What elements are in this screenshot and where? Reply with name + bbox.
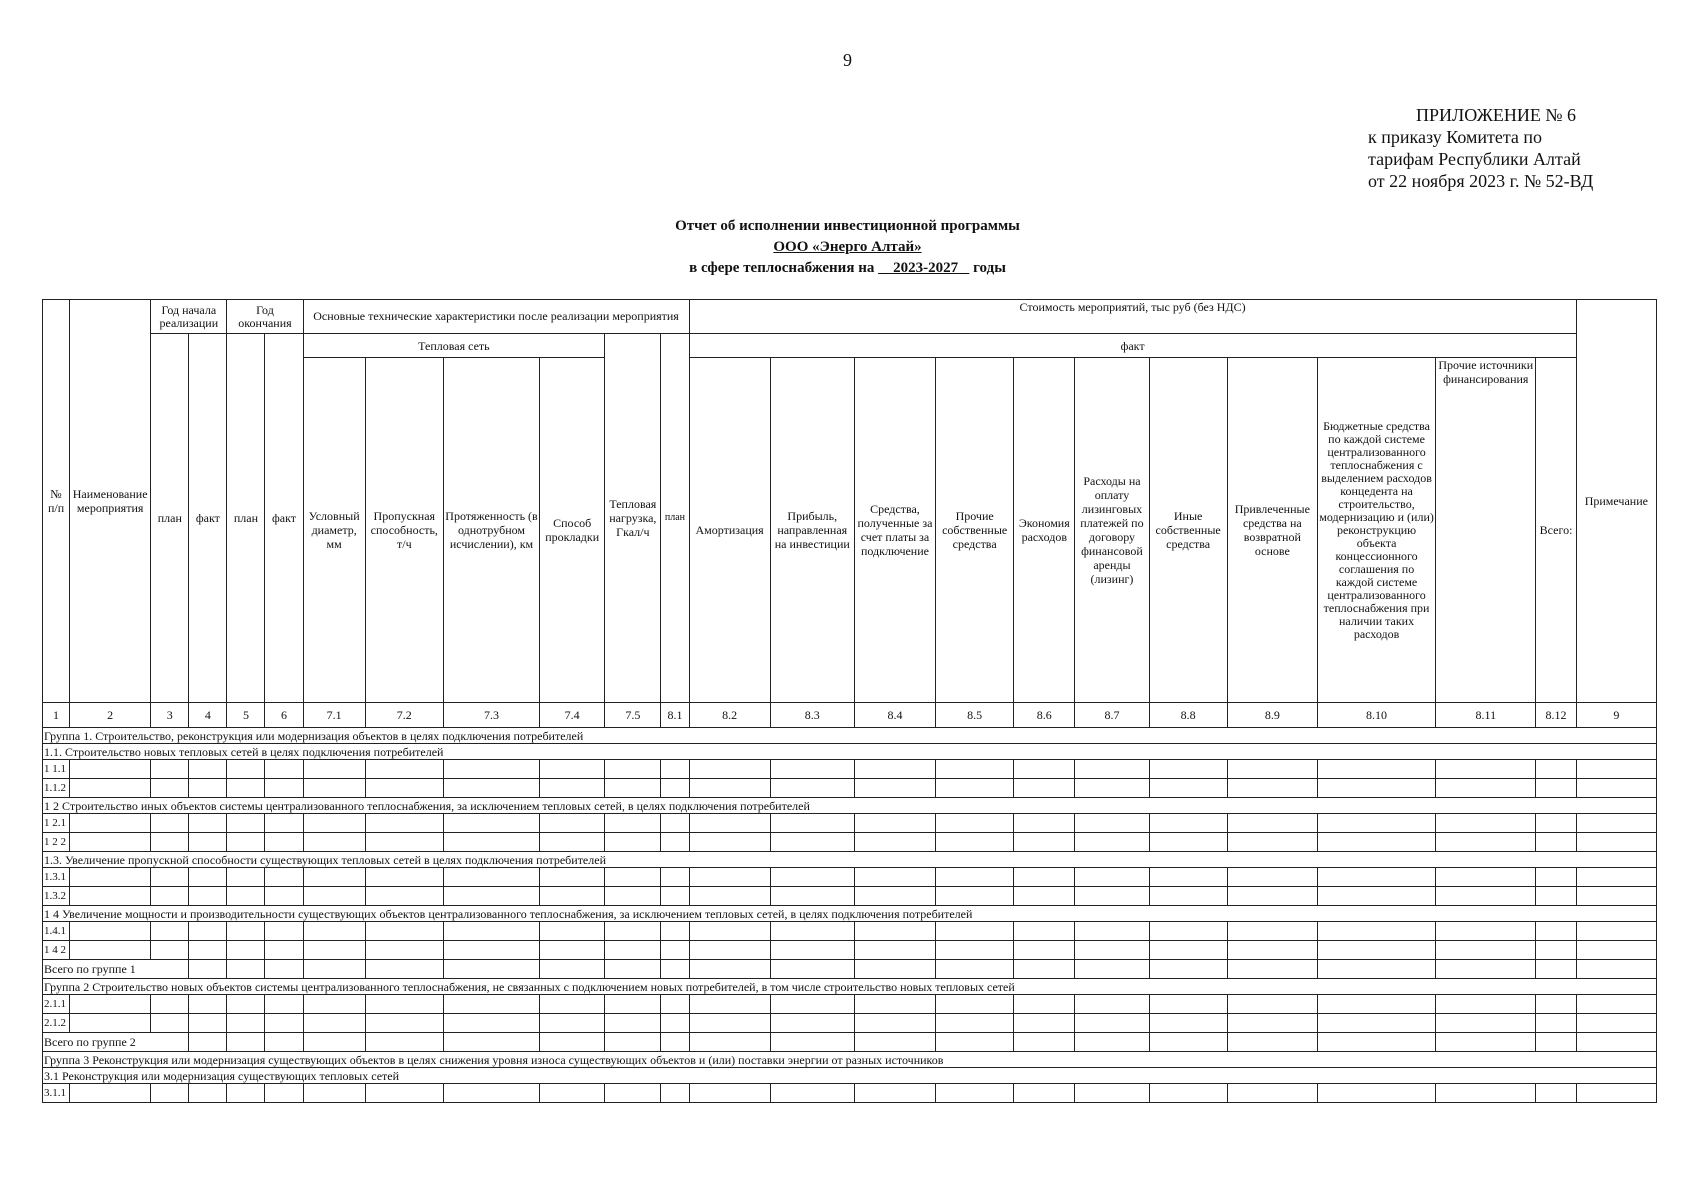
col-header-capacity: Пропускная способность, т/ч [365,358,443,703]
col-header-cost-fact: факт [689,334,1576,358]
row-number: 1 2 2 [43,833,70,852]
table-row [43,1084,1657,1103]
group-1-total-row [43,960,1657,979]
col-header-note: Примечание [1576,300,1656,703]
col-header-heat-load: Тепловая нагрузка, Гкал/ч [605,334,661,703]
col-header-amortization: Амортизация [689,358,770,703]
col-header-savings: Экономия расходов [1014,358,1075,703]
row-number: 1.4.1 [43,922,70,941]
column-number: 8.2 [689,703,770,728]
report-title-line: Отчет об исполнении инвестиционной программы [675,218,1020,234]
investment-report-table [42,299,1657,1103]
row-number: 1.3.2 [43,887,70,906]
column-number: 8.10 [1317,703,1435,728]
row-number: 1 4 2 [43,941,70,960]
column-number: 7.3 [443,703,539,728]
col-header-leasing: Расходы на оплату лизинговых платежей по договору финансовой аренды (лизинг) [1075,358,1149,703]
subgroup-1-1-heading: 1.1. Строительство новых тепловых сетей в целях подключения потребителей [43,744,1657,760]
group-3-heading: Группа 3 Реконструкция или модернизация существующих объектов в целях снижения уровня износа существующих объектов и (или) поставки энергии от разных источников [43,1052,1657,1068]
row-number: 1.3.1 [43,868,70,887]
col-header-end-year: Год окончания [227,300,303,334]
col-header-other-own: Иные собственные средства [1149,358,1227,703]
table-row [43,814,1657,833]
page-number: 9 [843,50,852,70]
period-prefix: в сфере теплоснабжения на [689,260,875,276]
column-number: 8.4 [854,703,935,728]
col-header-profit: Прибыль, направленная на инвестиции [770,358,854,703]
col-header-end-plan: план [227,334,265,703]
column-number: 3 [151,703,189,728]
row-number: 3.1.1 [43,1084,70,1103]
row-number: 1 2.1 [43,814,70,833]
col-header-start-year: Год начала реализации [151,300,227,334]
group-1-total-label: Всего по группе 1 [43,960,189,979]
row-number: 2.1.2 [43,1014,70,1033]
column-number: 8.12 [1536,703,1576,728]
table-row [43,941,1657,960]
appendix-block [1368,104,1593,192]
col-header-other-sources: Прочие источники финансирования [1436,358,1536,703]
column-number: 8.7 [1075,703,1149,728]
appendix-title: ПРИЛОЖЕНИЕ № 6 [1416,105,1577,125]
table-row [43,887,1657,906]
column-number: 8.6 [1014,703,1075,728]
column-number: 4 [189,703,227,728]
column-number: 6 [265,703,303,728]
column-number: 7.1 [303,703,365,728]
table-row [43,995,1657,1014]
period-suffix: годы [973,260,1006,276]
col-header-end-fact: факт [265,334,303,703]
table-row [43,779,1657,798]
col-header-own-funds: Прочие собственные средства [936,358,1014,703]
column-number: 7.5 [605,703,661,728]
column-number: 8.3 [770,703,854,728]
column-number: 5 [227,703,265,728]
col-header-tech: Основные технические характеристики после реализации мероприятия [303,300,689,334]
row-number: 1 1.1 [43,760,70,779]
col-header-budget: Бюджетные средства по каждой системе централизованного теплоснабжения с выделением расходов концедента на строительство, модернизацию и (или) реконструкцию объекта концессионного соглашения по каждой системе централизованного теплоснабжения при наличии таких расходов [1317,358,1435,703]
column-number: 2 [70,703,151,728]
col-header-heat-network: Тепловая сеть [303,334,605,358]
column-number: 7.4 [540,703,605,728]
column-number: 8.1 [661,703,689,728]
subgroup-3-1-heading: 3.1 Реконструкция или модернизация существующих тепловых сетей [43,1068,1657,1084]
table-row [43,1014,1657,1033]
col-header-start-fact: факт [189,334,227,703]
col-header-diameter: Условный диаметр, мм [303,358,365,703]
period-years: 2023-2027 [893,260,959,276]
col-header-total: Всего: [1536,358,1576,703]
table-row [43,868,1657,887]
table-row [43,922,1657,941]
col-header-connection-fees: Средства, полученные за счет платы за подключение [854,358,935,703]
column-number: 7.2 [365,703,443,728]
column-number: 8.5 [936,703,1014,728]
column-number: 8.9 [1227,703,1317,728]
col-header-borrowed: Привлеченные средства на возвратной основе [1227,358,1317,703]
column-number: 9 [1576,703,1656,728]
table-row [43,833,1657,852]
row-number: 2.1.1 [43,995,70,1014]
column-number-row [43,703,1657,728]
report-title [0,216,1695,279]
col-header-laying: Способ прокладки [540,358,605,703]
subgroup-1-3-heading: 1.3. Увеличение пропускной способности существующих тепловых сетей в целях подключения потребителей [43,852,1657,868]
group-1-heading: Группа 1. Строительство, реконструкция или модернизация объектов в целях подключения потребителей [43,728,1657,744]
group-2-total-label: Всего по группе 2 [43,1033,189,1052]
column-number: 1 [43,703,70,728]
column-number: 8.11 [1436,703,1536,728]
organization-name: ООО «Энерго Алтай» [773,239,922,255]
report-period-line [0,258,1695,279]
col-header-cost: Стоимость мероприятий, тыс руб (без НДС) [689,300,1576,334]
row-number: 1.1.2 [43,779,70,798]
group-2-heading: Группа 2 Строительство новых объектов системы централизованного теплоснабжения, не связанных с подключением новых потребителей, в том числе строительство новых тепловых сетей [43,979,1657,995]
col-header-length: Протяженность (в однотрубном исчислении), км [443,358,539,703]
subgroup-1-2-heading: 1 2 Строительство иных объектов системы централизованного теплоснабжения, за исключением тепловых сетей, в целях подключения потребителей [43,798,1657,814]
subgroup-1-4-heading: 1 4 Увеличение мощности и производительности существующих объектов централизованного теплоснабжения, за исключением тепловых сетей, в целях подключения потребителей [43,906,1657,922]
col-header-number: № п/п [43,300,70,703]
appendix-line: к приказу Комитета по [1368,127,1543,147]
group-2-total-row [43,1033,1657,1052]
column-number: 8.8 [1149,703,1227,728]
col-header-cost-plan: план [661,334,689,703]
appendix-line: тарифам Республики Алтай [1368,149,1581,169]
table-row [43,760,1657,779]
appendix-line: от 22 ноября 2023 г. № 52-ВД [1368,171,1594,191]
col-header-name: Наименование мероприятия [70,300,151,703]
col-header-start-plan: план [151,334,189,703]
